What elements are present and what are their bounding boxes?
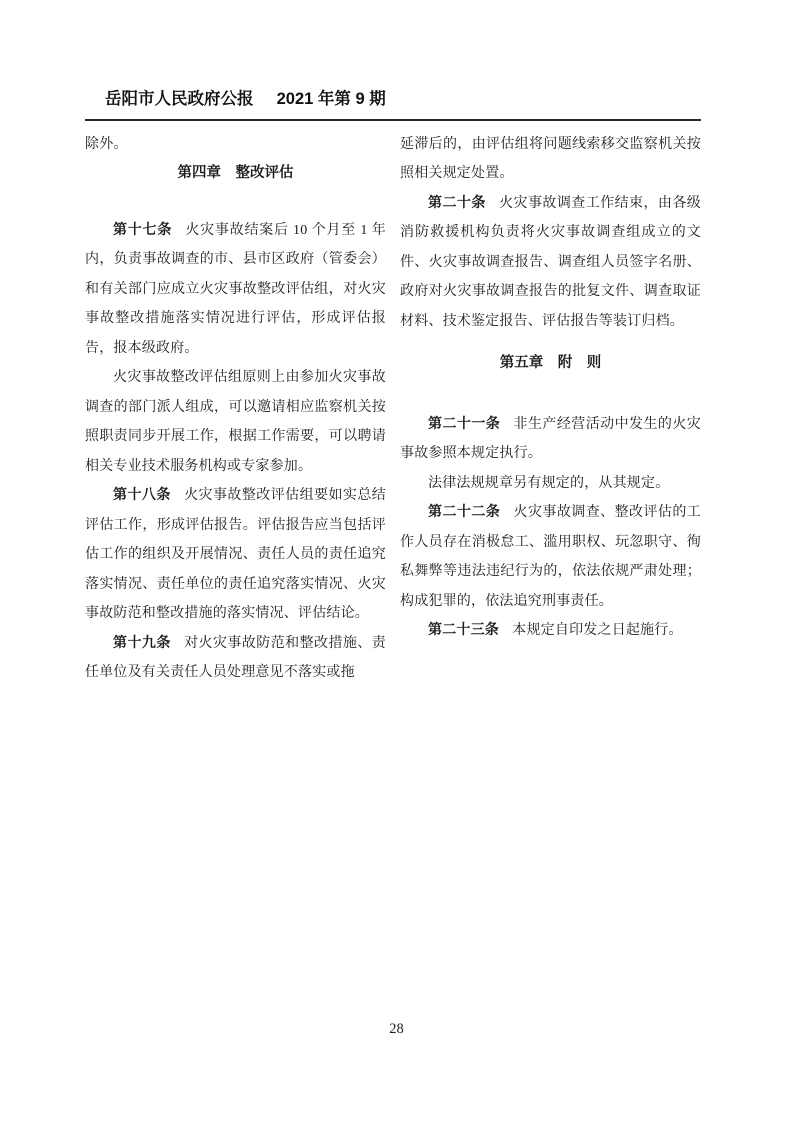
article-23-text: 本规定自印发之日起施行。 bbox=[512, 623, 683, 639]
article-21-text: 非生产经营活动中发生的火灾事故参照本规定执行。 bbox=[400, 416, 702, 462]
page-number: 28 bbox=[389, 1021, 404, 1037]
paragraph-article-19 bbox=[85, 629, 386, 688]
carryover-paragraph: 延滞后的，由评估组将问题线索移交监察机关按照相关规定处置。 bbox=[400, 136, 701, 182]
page-header bbox=[85, 90, 701, 121]
article-17-text: 火灾事故结案后 10 个月至 1 年内，负责事故调查的市、县市区政府（管委会）和有关部门应成立火灾事故整改评估组，对火灾事故整改措施落实情况进行评估，形成评估报告，报本级政府。 bbox=[85, 222, 386, 356]
paragraph-other-laws: 法律法规规章另有规定的，从其规定。 bbox=[428, 475, 670, 491]
chapter-5-heading: 第五章 附 则 bbox=[499, 355, 602, 372]
right-column bbox=[400, 130, 701, 688]
paragraph-article-21 bbox=[400, 410, 701, 469]
page-footer bbox=[0, 1021, 793, 1038]
article-18-text: 火灾事故整改评估组要如实总结评估工作，形成评估报告。评估报告应当包括评估工作的组织及开展情况、责任人员的责任追究落实情况、责任单位的责任追究落实情况、火灾事故防范和整改措施的落实情况、评估结论。 bbox=[85, 488, 386, 622]
paragraph-article-18 bbox=[85, 481, 386, 629]
article-19-text: 对火灾事故防范和整改措施、责任单位及有关责任人员处理意见不落实或拖 bbox=[85, 635, 386, 681]
carryover-paragraph: 除外。 bbox=[85, 136, 128, 152]
article-19-number: 第十九条 bbox=[113, 635, 171, 651]
article-23-number: 第二十三条 bbox=[428, 623, 499, 639]
gazette-title: 岳阳市人民政府公报 bbox=[105, 90, 254, 108]
two-column-layout bbox=[85, 130, 701, 688]
paragraph-evaluation-group: 火灾事故整改评估组原则上由参加火灾事故调查的部门派人组成，可以邀请相应监察机关按照职责同步开展工作，根据工作需要，可以聘请相关专业技术服务机构或专家参加。 bbox=[85, 370, 386, 474]
paragraph-article-22 bbox=[400, 498, 701, 616]
chapter-4-heading: 第四章 整改评估 bbox=[177, 165, 294, 182]
article-20-text: 火灾事故调查工作结束，由各级消防救援机构负责将火灾事故调查组成立的文件、火灾事故调查报告、调查组人员签字名册、政府对火灾事故调查报告的批复文件、调查取证材料、技术鉴定报告、评估报告等装订归档。 bbox=[400, 195, 701, 329]
article-17-number: 第十七条 bbox=[113, 222, 173, 238]
article-21-number: 第二十一条 bbox=[428, 416, 501, 432]
left-column bbox=[85, 130, 386, 688]
article-22-number: 第二十二条 bbox=[428, 505, 501, 521]
article-22-text: 火灾事故调查、整改评估的工作人员存在消极怠工、滥用职权、玩忽职守、徇私舞弊等违法违纪行为的，依法依规严肃处理；构成犯罪的，依法追究刑事责任。 bbox=[400, 505, 702, 609]
issue-label: 2021 年第 9 期 bbox=[276, 90, 386, 108]
article-18-number: 第十八条 bbox=[113, 488, 171, 504]
paragraph-article-17 bbox=[85, 216, 386, 364]
article-20-number: 第二十条 bbox=[428, 195, 486, 211]
paragraph-article-20 bbox=[400, 189, 701, 337]
paragraph-article-23 bbox=[400, 616, 701, 646]
